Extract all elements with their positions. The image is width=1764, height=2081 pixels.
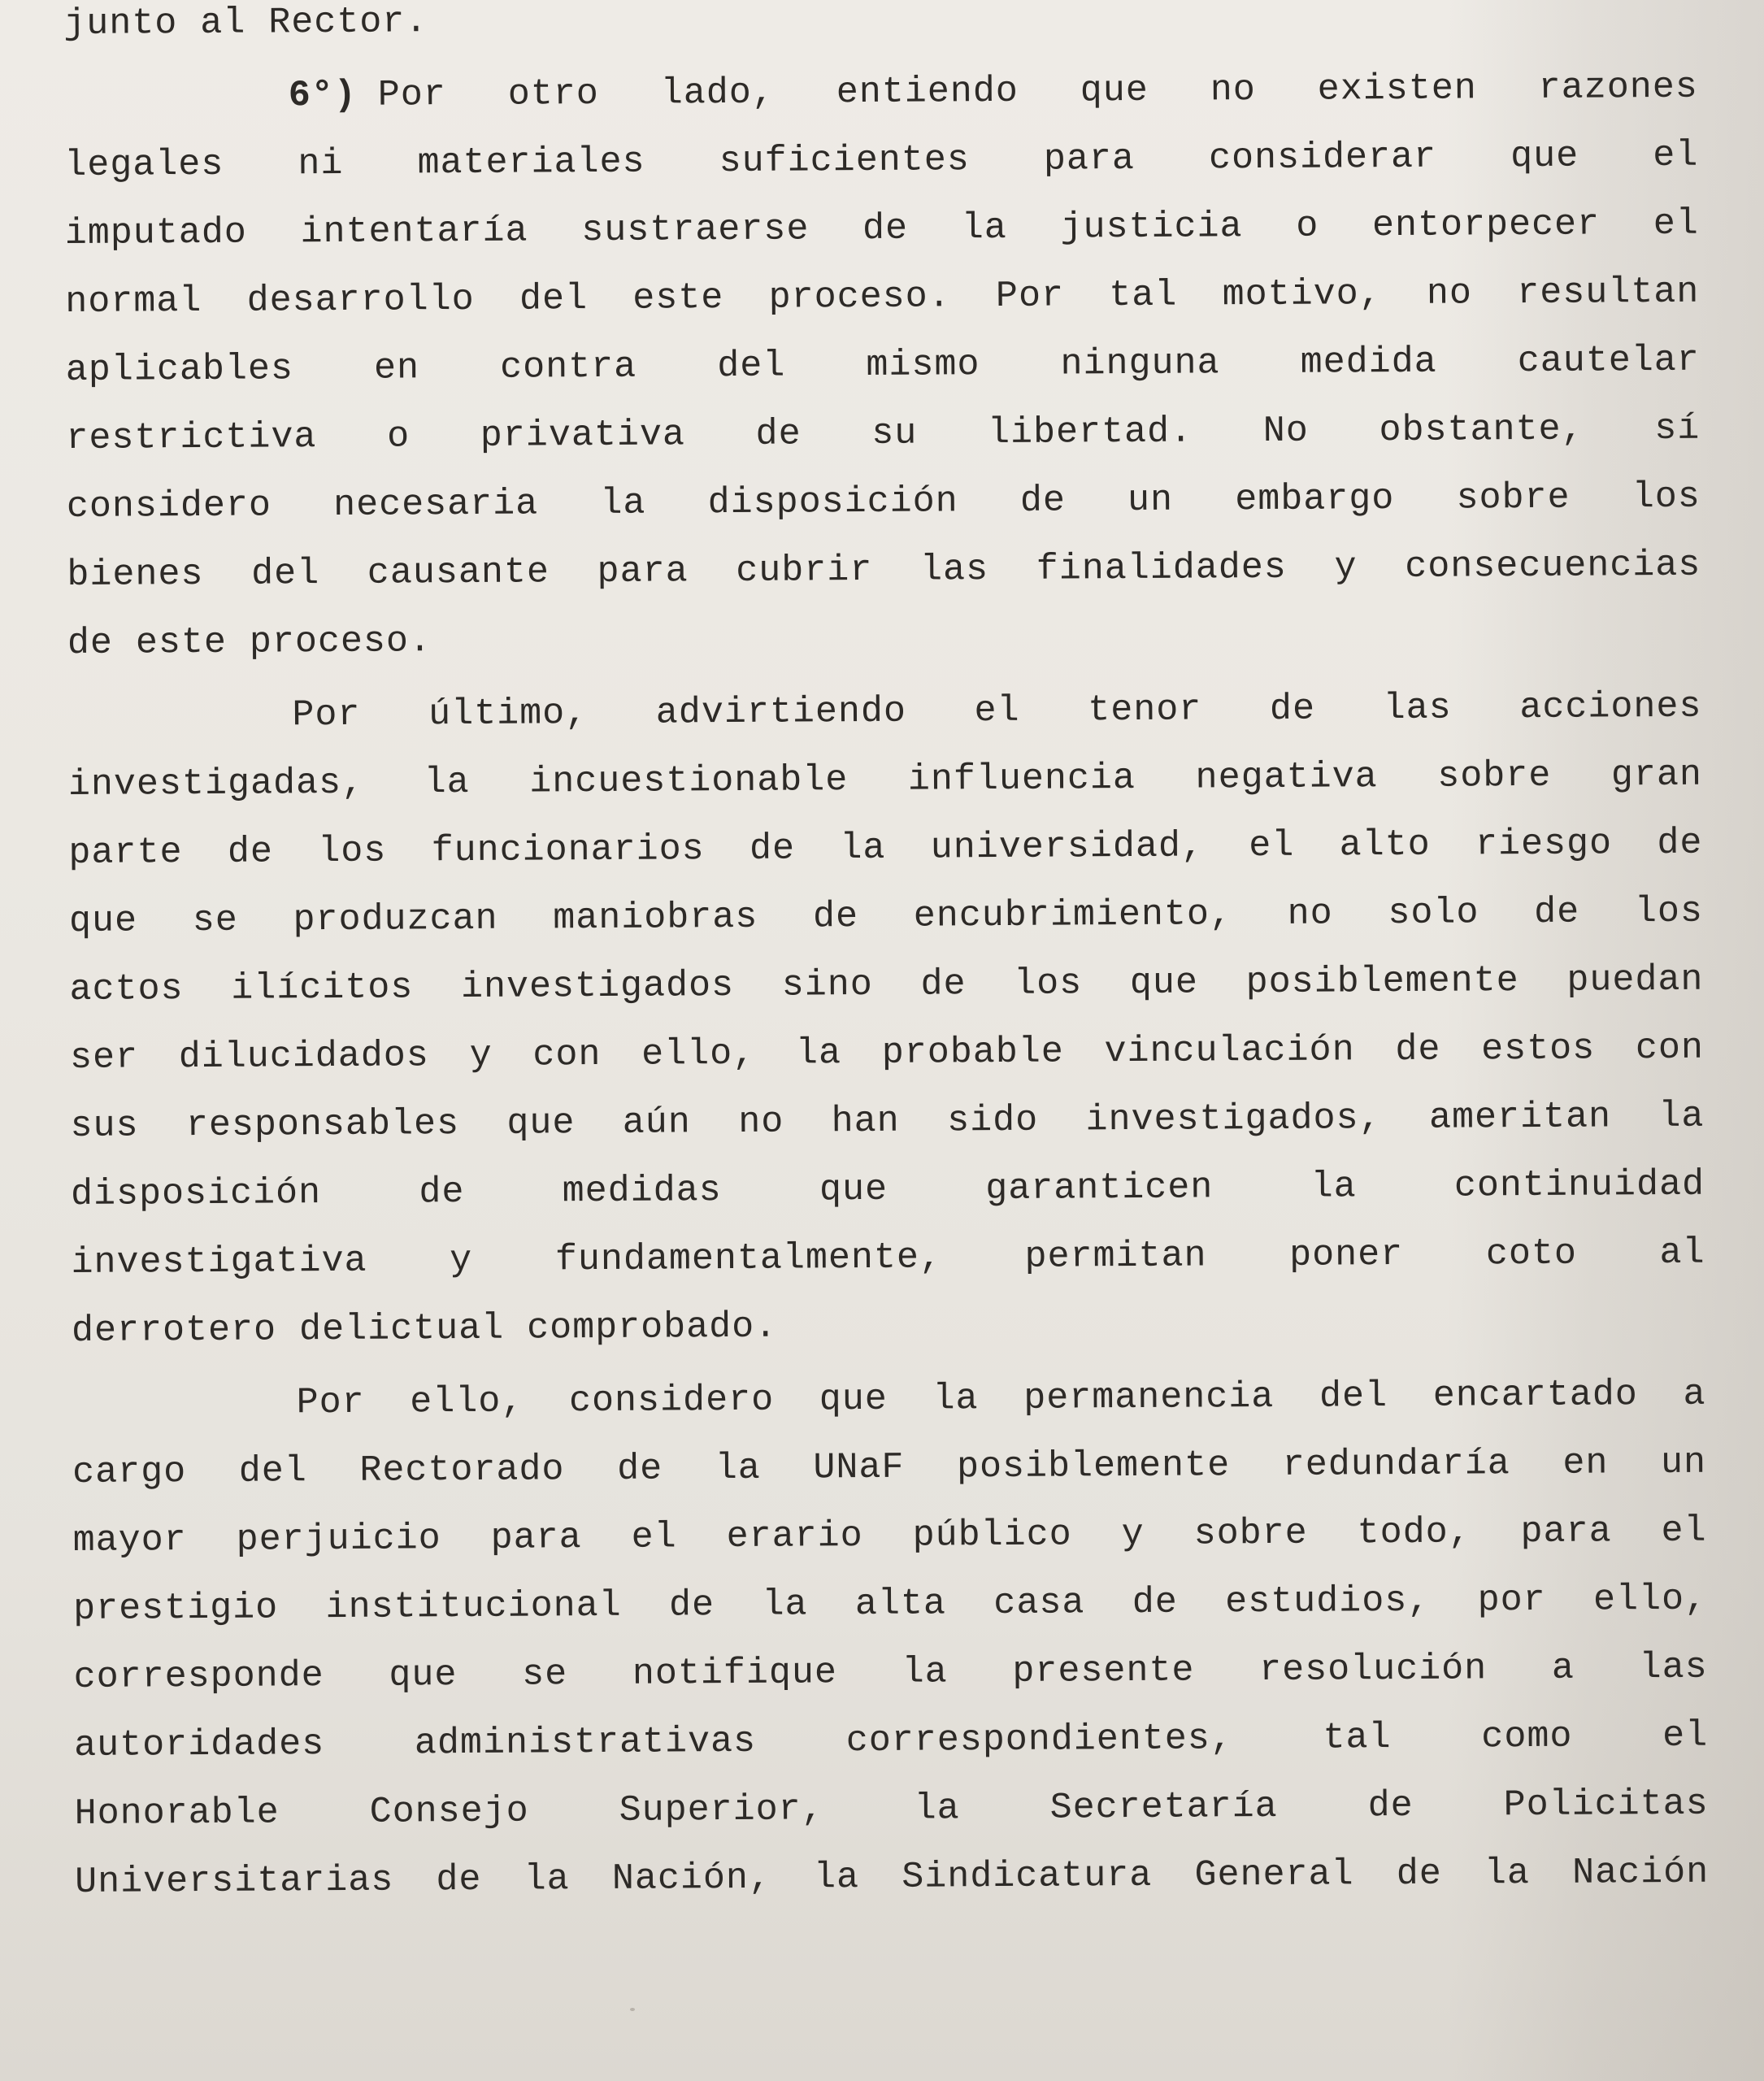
text-line: bienes del causante para cubrir las finalidades y consecuencias [67, 544, 1701, 596]
text-line: disposición de medidas que garanticen la continuidad [70, 1163, 1705, 1215]
text-line: aplicables en contra del mismo ninguna medida cautelar [65, 339, 1700, 391]
text-line: mayor perjuicio para el erario público y sobre todo, para el [72, 1510, 1707, 1562]
text-line: Por último, advirtiendo el tenor de las acciones [292, 685, 1702, 736]
text-line: sus responsables que aún no han sido investigados, ameritan la [70, 1095, 1705, 1147]
text-line: investigadas, la incuestionable influencia negativa sobre gran [67, 754, 1703, 806]
text-line: ser dilucidados y con ello, la probable vinculación de estos con [69, 1027, 1705, 1079]
text-line: autoridades administrativas correspondientes, tal como el [74, 1714, 1709, 1766]
text-line: que se produzcan maniobras de encubrimiento, no solo de los [68, 890, 1704, 942]
text-line: prestigio institucional de la alta casa de estudios, por ello, [73, 1578, 1708, 1630]
document-body [63, 0, 1709, 1917]
paragraph-continuation [63, 0, 1697, 59]
text-line: restrictiva o privativa de su libertad. No obstante, sí [66, 407, 1701, 459]
paragraph-item-6 [64, 54, 1702, 678]
text-line: Universitarias de la Nación, la Sindicatura General de la Nación [75, 1851, 1710, 1903]
text-line: considero necesaria la disposición de un embargo sobre los [66, 476, 1701, 528]
text-line: imputado intentaría sustraerse de la justicia o entorpecer el [64, 202, 1699, 254]
text-line: de este proceso. [67, 620, 432, 664]
text-line: parte de los funcionarios de la universidad, el alto riesgo de [68, 822, 1703, 874]
text-line: corresponde que se notifique la presente resolución a las [73, 1646, 1708, 1698]
paragraph-por-ultimo [67, 673, 1705, 1366]
paper-speck [630, 2008, 635, 2011]
text-line: legales ni materiales suficientes para considerar que el [64, 134, 1699, 186]
text-line: normal desarrollo del este proceso. Por tal motivo, no resultan [65, 271, 1700, 323]
text-line: cargo del Rectorado de la UNaF posiblemente redundaría en un [72, 1441, 1707, 1493]
text-line: Honorable Consejo Superior, la Secretaría de Policitas [74, 1783, 1709, 1835]
text-line [64, 54, 1698, 132]
text-line: Por ello, considero que la permanencia del encartado a [296, 1373, 1706, 1424]
text-line: derrotero delictual comprobado. [71, 1306, 778, 1352]
text-line: actos ilícitos investigados sino de los que posiblemente puedan [69, 958, 1704, 1010]
item-number: 6°) [288, 74, 357, 117]
text-line-content: Por otro lado, entiendo que no existen razones [377, 66, 1698, 116]
paragraph-por-ello [72, 1361, 1709, 1917]
text-line: junto al Rector. [63, 1, 428, 45]
text-line: investigativa y fundamentalmente, permitan poner coto al [71, 1232, 1705, 1284]
